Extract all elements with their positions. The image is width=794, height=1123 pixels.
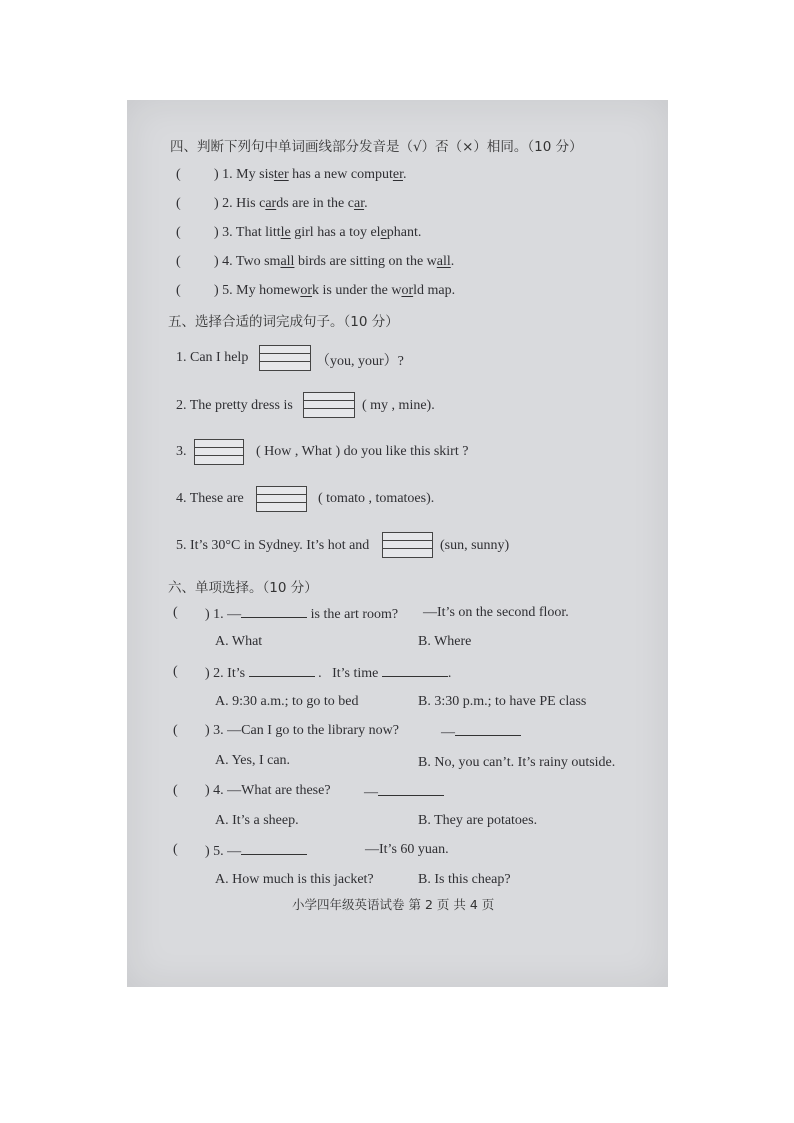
s6-q5-blank[interactable] [241,842,307,855]
s4-item-1-underlined-u2: er [392,167,403,182]
s5-item-1-text: 1. Can I help [176,350,249,365]
s6-q1-option-a[interactable]: A. What [215,634,263,649]
s6-q1-reply: —It’s on the second floor. [423,605,569,620]
s6-q2-blank-1[interactable] [249,664,315,677]
s6-q4-option-b[interactable]: B. They are potatoes. [418,813,538,828]
s4-item-5-sentence: ) 5. My homework is under the world map. [214,283,456,298]
s6-q2-option-a[interactable]: A. 9:30 a.m.; to go to bed [215,694,359,709]
page-footer: 小学四年级英语试卷 第 2 页 共 4 页 [292,897,495,912]
s4-item-5-paren[interactable]: ( [176,283,181,298]
s4-item-1-paren[interactable]: ( [176,167,181,182]
s6-q3-reply: — [441,723,521,741]
s4-item-3-paren[interactable]: ( [176,225,181,240]
s5-item-4-text: 4. These are [176,491,244,506]
s5-item-1-options: （you, your）? [316,354,404,369]
s4-item-2-underlined-u1: ar [265,196,277,211]
s6-q3-option-a[interactable]: A. Yes, I can. [215,753,291,768]
section-4-title: 四、判断下列句中单词画线部分发音是（√）否（×）相同。（10 分） [170,139,583,155]
s6-q3-paren[interactable]: ( [173,723,178,738]
s4-item-2-paren[interactable]: ( [176,196,181,211]
s4-item-2-underlined-u2: ar [353,196,365,211]
s5-item-2-options: ( my , mine). [362,398,435,413]
s6-q1-paren[interactable]: ( [173,605,178,620]
s4-item-3-underlined-u2: e [380,225,387,240]
s4-item-3-underlined-u1: le [280,225,291,240]
s6-q2-blank-2[interactable] [382,664,448,677]
s4-item-4-underlined-u1: all [280,254,295,269]
s6-q2-question: ) 2. It’s . It’s time . [205,666,452,681]
s5-item-2-text: 2. The pretty dress is [176,398,293,413]
s4-item-4-underlined-u2: all [436,254,451,269]
s5-item-2-answer-box[interactable] [303,392,355,418]
s6-q1-blank[interactable] [241,605,307,618]
s6-q5-paren[interactable]: ( [173,842,178,857]
s6-q1-option-b[interactable]: B. Where [418,634,472,649]
s5-item-1-answer-box[interactable] [259,345,311,371]
s6-q3-blank[interactable] [455,723,521,736]
s5-item-5-options: (sun, sunny) [440,538,510,553]
s6-q4-question: ) 4. —What are these? [205,783,331,798]
s5-item-4-options: ( tomato , tomatoes). [318,491,435,506]
s5-item-5-answer-box[interactable] [382,532,433,558]
s4-item-5-underlined-u1: or [300,283,313,298]
s6-q1-question: ) 1. — is the art room? [205,607,399,622]
s5-item-3-text: 3. [176,444,187,459]
s4-item-5-underlined-u2: or [401,283,414,298]
s6-q2-paren[interactable]: ( [173,664,178,679]
s6-q4-blank[interactable] [378,783,444,796]
s6-q4-paren[interactable]: ( [173,783,178,798]
s6-q3-question: ) 3. —Can I go to the library now? [205,723,400,738]
s6-q3-option-b[interactable]: B. No, you can’t. It’s rainy outside. [418,755,616,770]
s4-item-3-sentence: ) 3. That little girl has a toy elephant. [214,225,422,240]
s5-item-4-answer-box[interactable] [256,486,307,512]
s4-item-1-underlined-u1: ter [273,167,289,182]
section-5-title: 五、选择合适的词完成句子。（10 分） [168,314,399,330]
s4-item-1-sentence: ) 1. My sister has a new computer. [214,167,407,182]
s6-q5-reply: —It’s 60 yuan. [365,842,449,857]
s5-item-3-answer-box[interactable] [194,439,244,465]
s4-item-4-paren[interactable]: ( [176,254,181,269]
s6-q2-option-b[interactable]: B. 3:30 p.m.; to have PE class [418,694,587,709]
s6-q5-question: ) 5. — [205,842,307,860]
s5-item-5-text: 5. It’s 30°C in Sydney. It’s hot and [176,538,370,553]
s5-item-3-options: ( How , What ) do you like this skirt ? [256,444,469,459]
s4-item-2-sentence: ) 2. His cards are in the car. [214,196,368,211]
s6-q4-option-a[interactable]: A. It’s a sheep. [215,813,299,828]
s6-q5-option-b[interactable]: B. Is this cheap? [418,872,511,887]
section-6-title: 六、单项选择。（10 分） [168,580,318,596]
s6-q5-option-a[interactable]: A. How much is this jacket? [215,872,374,887]
s6-q4-reply: — [364,783,444,801]
s4-item-4-sentence: ) 4. Two small birds are sitting on the wall. [214,254,455,269]
